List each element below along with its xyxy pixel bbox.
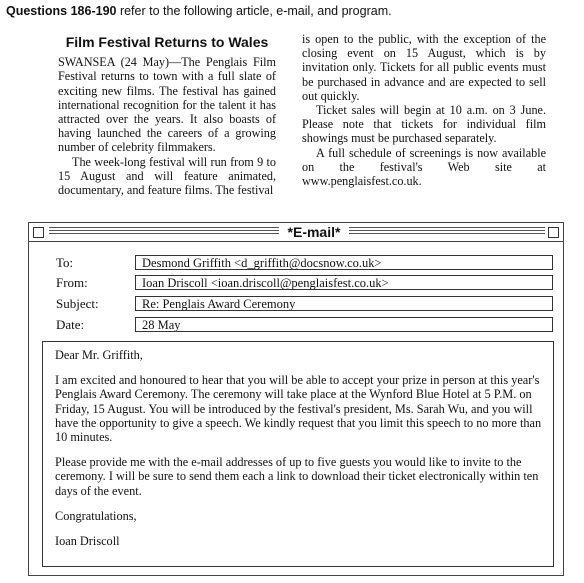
questions-range: Questions 186-190	[6, 4, 117, 18]
subject-label: Subject:	[56, 296, 99, 311]
date-field[interactable]: 28 May	[135, 317, 553, 332]
to-label: To:	[56, 255, 74, 270]
email-paragraph-2: Please provide me with the e-mail addresses of up to five guests you would like to invite to the ceremony. I will be sure to send them each a link to download their ticket electronically within ten days of the event.	[55, 455, 539, 498]
close-box-icon[interactable]	[33, 227, 44, 238]
to-field[interactable]: Desmond Griffith <d_griffith@docsnow.co.uk>	[135, 255, 553, 270]
article-title: Film Festival Returns to Wales	[65, 34, 269, 50]
from-field[interactable]: Ioan Driscoll <ioan.driscoll@penglaisfest.co.uk>	[135, 275, 553, 290]
email-greeting: Dear Mr. Griffith,	[55, 348, 143, 362]
subject-field[interactable]: Re: Penglais Award Ceremony	[135, 296, 553, 311]
email-body[interactable]	[42, 341, 554, 567]
email-window-title: *E-mail*	[279, 224, 349, 240]
email-paragraph-1: I am excited and honoured to hear that you will be able to accept your prize in person at this year's Penglais Award Ceremony. The ceremony will take place at the Wynford Blue Hotel at 5 P.M. on Friday, 15 August. You will be introduced by the festival's president, Ms. Sarah Wu, and you will have the opportunity to give a speech. We kindly request that you limit this speech to no more than 10 minutes.	[55, 373, 542, 445]
article-paragraph-1: SWANSEA (24 May)—The Penglais Film Festival returns to town with a full slate of exciting new films. The festival has gained international recognition for the talent it has attracted over the years. It also boasts of having launched the careers of a growing number of celebrity filmmakers.	[58, 55, 276, 155]
article-column-2	[302, 32, 546, 188]
title-bar-stripes-right	[349, 227, 545, 236]
article-paragraph-3: Ticket sales will begin at 10 a.m. on 3 June. Please note that tickets for individual film showings must be purchased separately.	[302, 103, 546, 146]
zoom-box-icon[interactable]	[548, 227, 559, 238]
date-label: Date:	[56, 317, 85, 332]
instruction-text: refer to the following article, e-mail, and program.	[116, 4, 392, 18]
from-label: From:	[56, 275, 88, 290]
instruction-line	[6, 4, 392, 18]
article-column-1	[58, 32, 276, 197]
email-signature: Ioan Driscoll	[55, 534, 120, 549]
email-closing: Congratulations,	[55, 508, 137, 523]
email-window	[28, 222, 564, 576]
article-paragraph-2-end: is open to the public, with the exception of the closing event on 15 August, which is by invitation only. Tickets for all public events must be purchased in advance and are expected to sell out quickly.	[302, 32, 546, 103]
title-bar-stripes-left	[49, 227, 279, 236]
article-paragraph-2-start: The week-long festival will run from 9 to 15 August and will feature animated, documentary, and feature films. The festival	[58, 154, 276, 198]
email-title-bar	[29, 223, 563, 242]
article-paragraph-4: A full schedule of screenings is now available on the festival's Web site at www.penglaisfest.co.uk.	[302, 145, 546, 189]
